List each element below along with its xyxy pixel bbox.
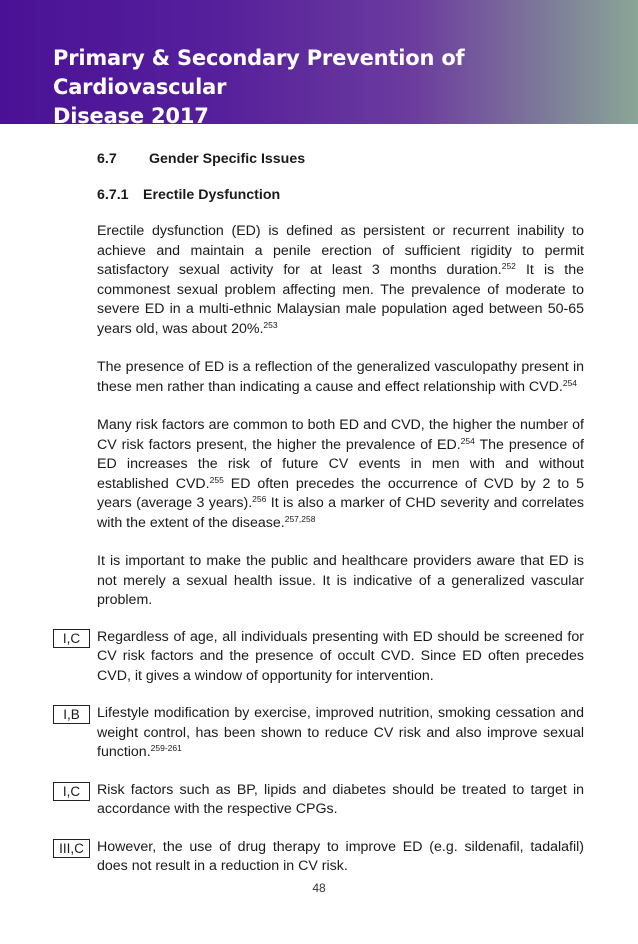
paragraph-text: It is important to make the public and healthcare providers aware that ED is not merely a sexual health issue. It is indicative of a generalized vascular problem.	[97, 553, 584, 608]
reference-superscript: 254	[562, 377, 578, 388]
document-title	[53, 44, 638, 131]
paragraph-text: Erectile dysfunction (ED) is defined as persistent or recurrent inability to achieve and maintain a penile erection of sufficient rigidity to permit satisfactory sexual activity for at least 3 months duration.	[97, 223, 584, 278]
title-line-2: Disease 2017	[53, 104, 209, 128]
reference-superscript: 252	[501, 261, 516, 271]
recommendation-3	[62, 781, 584, 820]
recommendation-text	[97, 704, 584, 763]
reference-superscript: 256	[252, 494, 267, 504]
paragraph-text: It is the commonest sexual problem affecting men. The prevalence of moderate to severe ED in a multi-ethnic Malaysian male population aged between 50-65 years old, was about 20%.	[97, 262, 584, 337]
section-title: Gender Specific Issues	[149, 151, 306, 167]
recommendation-2	[63, 704, 584, 763]
paragraph-text: Many risk factors are common to both ED and CVD, the higher the number of CV risk factors present, the higher the prevalence of ED.	[97, 417, 584, 453]
reference-superscript: 259-261	[150, 743, 182, 753]
page-content	[59, 150, 584, 895]
title-line-1: Primary & Secondary Prevention of Cardiovascular	[53, 46, 465, 99]
recommendation-1	[62, 628, 584, 687]
recommendation-body: However, the use of drug therapy to improve ED (e.g. sildenafil, tadalafil) does not result in a reduction in CV risk.	[97, 838, 584, 874]
recommendation-4	[59, 838, 584, 877]
recommendation-text	[97, 838, 584, 877]
reference-superscript: 253	[263, 319, 278, 330]
recommendation-grade-box: III,C	[53, 839, 90, 858]
paragraph-text: ED often precedes the occurrence of CVD by 2 to 5 years (average 3 years).	[97, 475, 584, 511]
section-number: 6.7	[97, 151, 117, 167]
reference-superscript: 257,258	[284, 513, 316, 524]
reference-superscript: 254	[460, 435, 475, 446]
recommendation-grade-box: I,C	[53, 782, 90, 801]
paragraph-3	[97, 416, 584, 533]
paragraph-4	[97, 552, 584, 611]
subsection-title: Erectile Dysfunction	[143, 186, 281, 203]
section-heading	[97, 150, 584, 170]
paragraph-text: The presence of ED increases the risk of future CV events in men with and without established CVD.	[97, 436, 584, 492]
reference-superscript: 255	[209, 474, 224, 485]
recommendation-text	[97, 628, 584, 687]
subsection-number: 6.7.1	[97, 186, 129, 203]
paragraph-text: It is also a marker of CHD severity and correlates with the extent of the disease.	[97, 495, 584, 531]
paragraph-2	[97, 358, 584, 397]
recommendation-text	[97, 781, 584, 820]
paragraph-text: The presence of ED is a reflection of the generalized vasculopathy present in these men rather than indicating a cause and effect relationship with CVD.	[97, 359, 584, 395]
recommendation-body: Lifestyle modification by exercise, improved nutrition, smoking cessation and weight control, has been shown to reduce CV risk and also improve sexual function.	[97, 705, 584, 760]
paragraph-1	[97, 222, 584, 339]
recommendation-body: Regardless of age, all individuals presenting with ED should be screened for CV risk factors and the presence of occult CVD. Since ED often precedes CVD, it gives a window of opportunity for intervention.	[97, 628, 584, 684]
subsection-heading	[97, 186, 584, 206]
recommendation-body: Risk factors such as BP, lipids and diabetes should be treated to target in accordance with the respective CPGs.	[97, 781, 584, 817]
recommendation-grade-box: I,C	[53, 629, 90, 648]
page-number: 48	[312, 881, 326, 895]
page-header-banner	[0, 0, 638, 128]
recommendation-grade-box: I,B	[53, 705, 90, 724]
